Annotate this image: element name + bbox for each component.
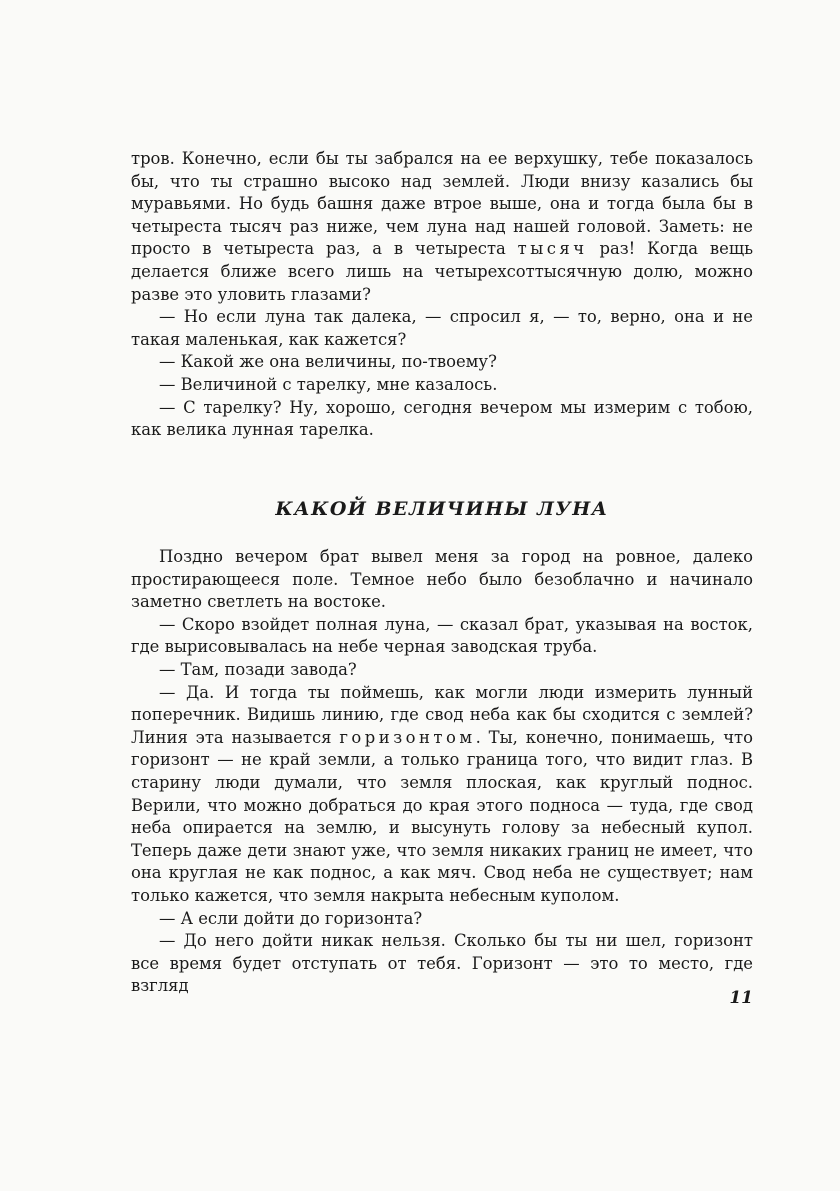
paragraph: — Там, позади завода? xyxy=(159,659,357,679)
paragraph: — Но если луна так далека, — спросил я, — то, верно, она и не такая маленькая, как кажется? xyxy=(131,307,753,349)
paragraph-text: . Ты, конечно, понимаешь, что горизонт — не край земли, а только граница того, что видит глаз. В старину люди думали, что земля плоская, как круглый поднос. Верили, что можно добраться до края этого подноса — туда, где свод неба опирается на землю, и высунуть голову за небесный купол. Теперь даже дети знают уже, что земля никаких границ не имеет, что она круглая не как поднос, а как мяч. Свод неба не существует; нам только кажется, что земля накрыта небесным куполом. xyxy=(131,727,753,905)
spaced-word: тысяч xyxy=(517,239,588,259)
paragraph: — С тарелку? Ну, хорошо, сегодня вечером мы измерим с тобою, как велика лунная тарелка. xyxy=(131,397,753,440)
text-block-bottom xyxy=(131,546,753,998)
paragraph: — Величиной с тарелку, мне казалось. xyxy=(159,374,498,394)
paragraph xyxy=(131,682,753,908)
paragraph-text: — Да. И тогда ты поймешь, как могли люди измерить лунный поперечник. Видишь линию, где свод неба как бы сходится с землей? Линия эта называется xyxy=(131,682,753,747)
spaced-word: горизонтом xyxy=(339,727,476,747)
paragraph: — А если дойти до горизонта? xyxy=(159,908,423,928)
chapter-heading: КАКОЙ ВЕЛИЧИНЫ ЛУНА xyxy=(275,498,609,520)
paragraph: — Какой же она величины, по-твоему? xyxy=(159,352,497,372)
paragraph: — До него дойти никак нельзя. Сколько бы ты ни шел, горизонт все время будет отступать от тебя. Горизонт — это то место, где взгляд xyxy=(131,931,753,996)
paragraph: — Скоро взойдет полная луна, — сказал брат, указывая на восток, где вырисовывалась на небе черная заводская труба. xyxy=(131,614,753,657)
paragraph xyxy=(131,148,753,306)
paragraph-text: раз! Когда вещь делается ближе всего лишь на четырехсоттысячную долю, можно разве это уловить глазами? xyxy=(131,239,754,304)
page-number: 11 xyxy=(729,988,753,1008)
paragraph-text: тров. Конечно, если бы ты забрался на ее верхушку, тебе показалось бы, что ты страшно высоко над землей. Люди внизу казались бы муравьями. Но будь башня даже втрое выше, она и тогда была бы в четыреста тысяч раз ниже, чем луна над нашей головой. Заметь: не просто в четыреста раз, а в четыреста xyxy=(131,149,753,259)
paragraph: Поздно вечером брат вывел меня за город на ровное, далеко простирающееся поле. Темное небо было безоблачно и начинало заметно светлеть на востоке. xyxy=(131,547,753,612)
text-block-top xyxy=(131,148,753,442)
